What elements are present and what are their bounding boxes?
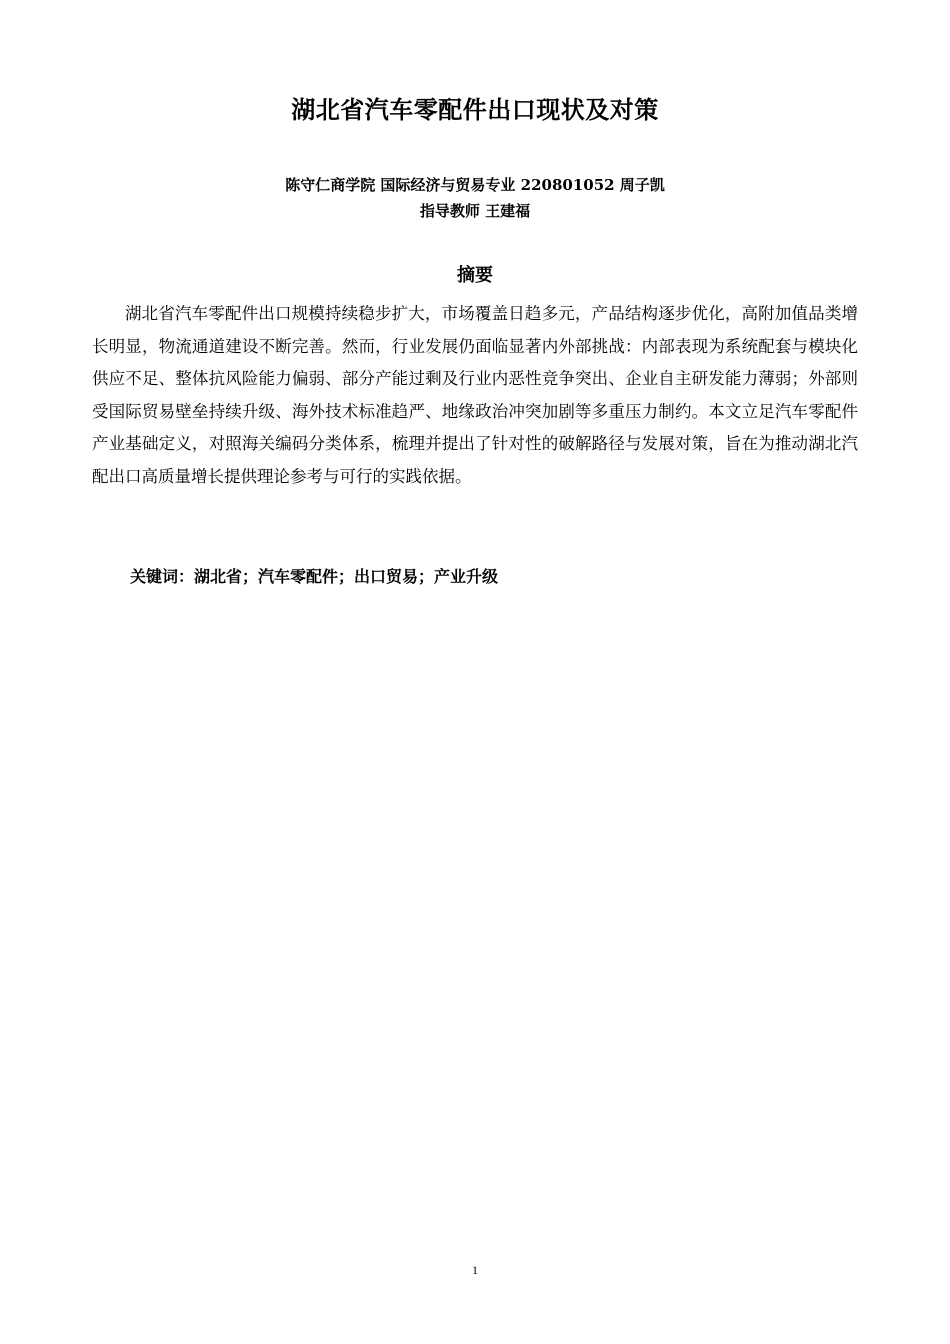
document-title: 湖北省汽车零配件出口现状及对策 [291,96,659,124]
keywords: 关键词：湖北省；汽车零配件；出口贸易；产业升级 [130,567,499,586]
abstract-body: 湖北省汽车零配件出口规模持续稳步扩大，市场覆盖日趋多元，产品结构逐步优化，高附加值品类增长明显，物流通道建设不断完善。然而，行业发展仍面临显著内外部挑战：内部表现为系统配套与模块化供应不足、整体抗风险能力偏弱、部分产能过剩及行业内恶性竞争突出、企业自主研发能力薄弱；外部则受国际贸易壁垒持续升级、海外技术标准趋严、地缘政治冲突加剧等多重压力制约。本文立足汽车零配件产业基础定义，对照海关编码分类体系，梳理并提出了针对性的破解路径与发展对策，旨在为推动湖北汽配出口高质量增长提供理论参考与可行的实践依据。 [92,304,858,486]
page-number: 1 [472,1263,478,1277]
advisor-info: 指导教师 王建福 [419,202,531,220]
author-info: 陈守仁商学院 国际经济与贸易专业 220801052 周子凯 [285,176,665,194]
abstract-heading: 摘要 [457,265,493,286]
